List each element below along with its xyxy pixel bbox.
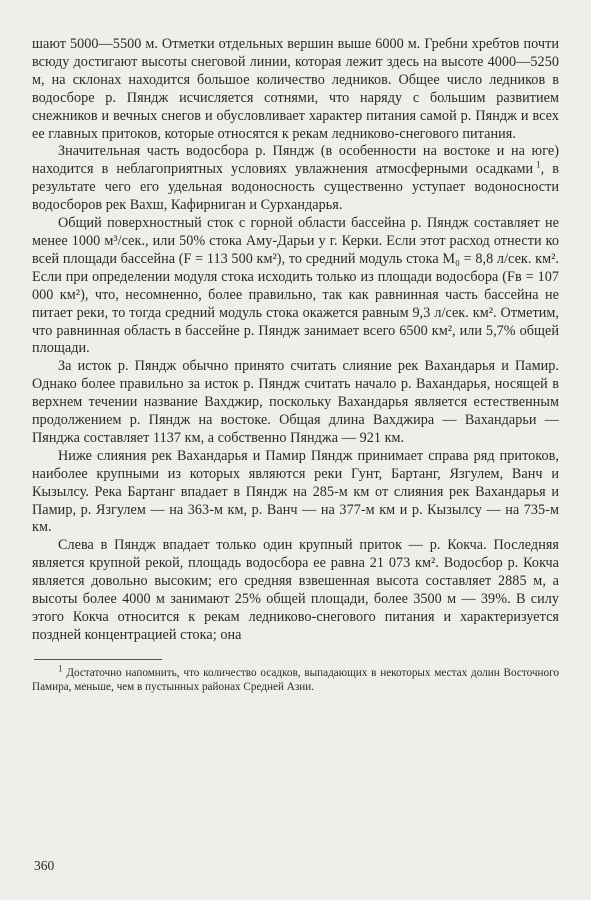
footnote-text: Достаточно напомнить, что количество осадков, выпадающих в некоторых местах долин Восточного Памира, меньше, чем в пустынных районах Средней Азии. [32, 666, 559, 694]
paragraph-6: Слева в Пяндж впадает только один крупный приток — р. Кокча. Последняя является крупной рекой, площадь водосбора ее равна 21 073 км². Водосбор р. Кокча является довольно высоким; его средняя взвешенная высота составляет 2885 м, а высоты более 4000 м занимают 25% общей площади, более 3500 м — 39%. В силу этого Кокча относится к рекам ледниково-снегового питания и характеризуется поздней концентрацией стока; она [32, 537, 559, 643]
footnote-reference[interactable]: 1 [536, 159, 541, 170]
paragraph-2-text-a: Значительная часть водосбора р. Пяндж (в особенности на востоке и на юге) находится в неблагоприятных условиях увлажнения атмосферными осадками [32, 143, 559, 178]
paragraph-3: Общий поверхностный сток с горной области бассейна р. Пяндж составляет не менее 1000 м³/сек., или 50% стока Аму-Дарьи у г. Керки. Если этот расход отнести ко всей площади бассейна (F = 113 500 км²), то средний модуль стока M₀ = 8,8 л/сек. км². Если при определении модуля стока исходить только из площади водосбора (Fв = 107 000 км²), что, несомненно, более правильно, так как равнинная часть бассейна не питает реки, то тогда средний модуль стока окажется равным 9,3 л/сек. км². Отметим, что равнинная область в бассейне р. Пяндж занимает всего 6500 км², или 5,7% общей площади. [32, 215, 559, 357]
footnote-divider [34, 659, 162, 660]
paragraph-2 [32, 143, 559, 215]
paragraph-2-text-b: , в результате чего его удельная водоносность существенно уступает водоносности водосборов рек Вахш, Кафирниган и Сурхандарья. [32, 161, 559, 214]
paragraph-5: Ниже слияния рек Вахандарья и Памир Пяндж принимает справа ряд притоков, наиболее крупными из которых являются реки Гунт, Бартанг, Язгулем, Ванч и Кызылсу. Река Бартанг впадает в Пяндж на 285-м км от слияния рек Вахандарья и Памир, р. Язгулем — на 363-м км, р. Ванч — на 377-м км и р. Кызылсу — на 735-м км. [32, 447, 559, 536]
paragraph-4: За исток р. Пяндж обычно принято считать слияние рек Вахандарья и Памир. Однако более правильно за исток р. Пяндж считать начало р. Вахандарья, носящей в верхнем течении название Ваxджир, поскольку Вахандарья является естественным продолжением р. Пяндж на востоке. Общая длина Ваxджира — Вахандарьи — Пянджа составляет 1137 км, а собственно Пянджа — 921 км. [32, 358, 559, 446]
page-number: 360 [34, 858, 55, 873]
footnote-marker: 1 [58, 663, 63, 674]
footnote [32, 663, 559, 695]
paragraph-1: шают 5000—5500 м. Отметки отдельных вершин выше 6000 м. Гребни хребтов почти всюду достигают высоты снеговой линии, которая лежит здесь на высоте 4000—5250 м, на склонах находится большое количество ледников. Общее число ледников в водосборе р. Пяндж исчисляется сотнями, что наряду с большим развитием снежников и вечных снегов и обусловливает характер питания самой р. Пяндж и всех ее главных притоков, которые относятся к рекам ледниково-снегового питания. [32, 36, 559, 142]
